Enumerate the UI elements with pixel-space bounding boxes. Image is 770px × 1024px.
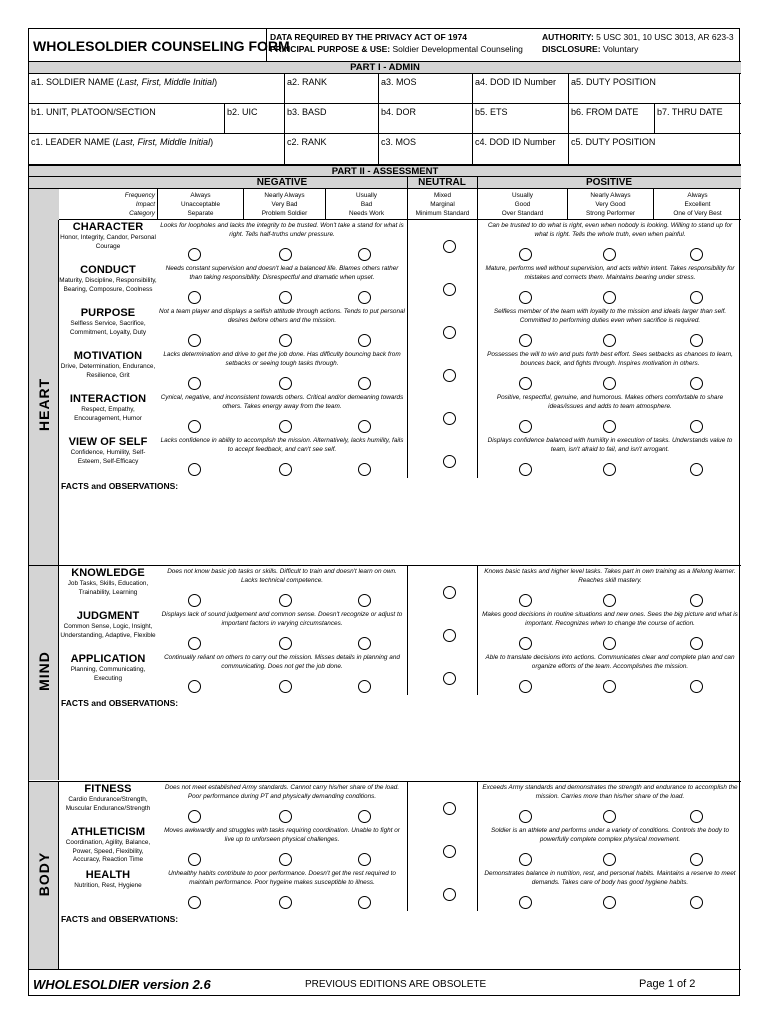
- rating-radio-7[interactable]: [690, 896, 703, 909]
- rating-radio-1[interactable]: [188, 334, 201, 347]
- category-title: FITNESS: [84, 783, 132, 795]
- scale-value: Bad: [360, 201, 373, 208]
- rating-radio-2[interactable]: [279, 810, 292, 823]
- neutral-divider: [407, 782, 408, 825]
- neutral-divider: [407, 349, 408, 392]
- positive-description: Demonstrates balance in nutrition, rest, and personal habits. Maintains a reserve to meet demands. Takes care of body has good hygiene habits.: [484, 870, 736, 886]
- rating-radio-7[interactable]: [690, 680, 703, 693]
- negative-description: Displays lack of sound judgement and common sense. Doesn't recognize or adjust to important factors in varying circumstances.: [161, 611, 403, 627]
- rating-radio-5[interactable]: [519, 594, 532, 607]
- neutral-divider: [477, 566, 478, 609]
- rating-radio-1[interactable]: [188, 896, 201, 909]
- category-row: [59, 609, 741, 652]
- rating-radio-5[interactable]: [519, 291, 532, 304]
- category-row: [59, 825, 741, 868]
- rating-radio-4[interactable]: [443, 240, 456, 253]
- negative-description: Does not meet established Army standards. Cannot carry his/her share of the load. Poor performance during PT and physically demanding conditions.: [164, 784, 400, 800]
- soldier-rank-field[interactable]: a2. RANK: [284, 74, 378, 104]
- obsolete-notice: PREVIOUS EDITIONS ARE OBSOLETE: [305, 979, 487, 990]
- dor-field[interactable]: b4. DOR: [378, 104, 472, 134]
- rating-radio-5[interactable]: [519, 637, 532, 650]
- scale-value: Problem Soldier: [261, 210, 308, 217]
- rating-radio-3[interactable]: [358, 248, 371, 261]
- positive-description: Positive, respectful, genuine, and humorous. Makes others comfortable to share ideas/issues and adds to team atmosphere.: [496, 394, 724, 410]
- positive-description: Knows basic tasks and higher level tasks. Takes part in own training as a lifelong learner. Reaches skill mastery.: [484, 568, 736, 584]
- rating-radio-2[interactable]: [279, 334, 292, 347]
- rating-radio-1[interactable]: [188, 853, 201, 866]
- category-title: HEALTH: [85, 869, 131, 881]
- neutral-divider: [477, 220, 478, 263]
- scale-value: Always: [190, 192, 211, 199]
- neutral-divider: [407, 652, 408, 695]
- rating-radio-7[interactable]: [690, 463, 703, 476]
- rating-radio-1[interactable]: [188, 420, 201, 433]
- scale-column-2: [243, 189, 325, 220]
- rating-radio-3[interactable]: [358, 637, 371, 650]
- neutral-divider: [407, 566, 408, 609]
- rating-radio-6[interactable]: [603, 853, 616, 866]
- rating-radio-1[interactable]: [188, 248, 201, 261]
- scale-column-5: [477, 189, 567, 220]
- rating-radio-3[interactable]: [358, 377, 371, 390]
- category-subtitle: Selfless Service, Sacrifice, Commitment, Loyalty, Duty: [69, 320, 147, 336]
- rating-radio-1[interactable]: [188, 291, 201, 304]
- rating-radio-1[interactable]: [188, 810, 201, 823]
- positive-label: POSITIVE: [585, 177, 633, 188]
- neutral-divider: [477, 609, 478, 652]
- scale-column-7: [653, 189, 741, 220]
- category-title: VIEW OF SELF: [68, 436, 148, 448]
- rating-radio-5[interactable]: [519, 463, 532, 476]
- neutral-divider: [477, 263, 478, 306]
- facts-label: FACTS and OBSERVATIONS:: [61, 914, 179, 924]
- scale-value: Usually: [356, 192, 377, 199]
- form-title: WHOLESOLDIER COUNSELING FORM: [33, 38, 290, 54]
- thru-date-field[interactable]: b7. THRU DATE: [654, 104, 741, 134]
- divider: [266, 29, 267, 62]
- scale-value: Very Good: [595, 201, 626, 208]
- privacy-act-line: DATA REQUIRED BY THE PRIVACY ACT OF 1974: [270, 32, 467, 42]
- rating-radio-4[interactable]: [443, 326, 456, 339]
- scale-row-labels: Frequency Impact Category: [124, 192, 155, 217]
- rating-radio-2[interactable]: [279, 291, 292, 304]
- neutral-divider: [477, 349, 478, 392]
- category-title: JUDGMENT: [76, 610, 140, 622]
- section-mind: [29, 565, 741, 779]
- scale-value: Needs Work: [348, 210, 385, 217]
- ets-field[interactable]: b5. ETS: [472, 104, 568, 134]
- negative-label: NEGATIVE: [256, 177, 308, 188]
- rating-radio-6[interactable]: [603, 896, 616, 909]
- rating-radio-4[interactable]: [443, 802, 456, 815]
- unit-field[interactable]: b1. UNIT, PLATOON/SECTION: [31, 107, 156, 117]
- rating-radio-5[interactable]: [519, 680, 532, 693]
- category-row: [59, 652, 741, 695]
- rating-radio-6[interactable]: [603, 637, 616, 650]
- neutral-divider: [407, 435, 408, 478]
- leader-mos-field[interactable]: c3. MOS: [378, 134, 472, 165]
- rating-radio-6[interactable]: [603, 334, 616, 347]
- category-subtitle: Maturity, Discipline, Responsibility, Bearing, Composure, Coolness: [59, 277, 157, 293]
- admin-row-c: [29, 134, 741, 165]
- rating-radio-5[interactable]: [519, 853, 532, 866]
- rating-radio-4[interactable]: [443, 888, 456, 901]
- soldier-name-field[interactable]: a1. SOLDIER NAME (Last, First, Middle Initial): [31, 77, 218, 87]
- scale-value: Unacceptable: [180, 201, 221, 208]
- soldier-mos-field[interactable]: a3. MOS: [378, 74, 472, 104]
- rating-radio-4[interactable]: [443, 629, 456, 642]
- rating-radio-7[interactable]: [690, 594, 703, 607]
- negative-description: Continually reliant on others to carry out the mission. Misses details in planning and communicating. Does not get the job done.: [164, 654, 400, 670]
- authority-value: 5 USC 301, 10 USC 3013, AR 623-3: [596, 32, 734, 42]
- body-label: BODY: [36, 851, 52, 897]
- scale-header: [29, 189, 741, 220]
- disclosure-label: DISCLOSURE:: [542, 44, 601, 54]
- category-subtitle: Confidence, Humility, Self-Esteem, Self-Efficacy: [70, 449, 146, 465]
- rating-radio-3[interactable]: [358, 896, 371, 909]
- category-subtitle: Coordination, Agility, Balance, Power, Speed, Flexibility, Accuracy, Reaction Time: [65, 839, 151, 864]
- neutral-divider: [407, 609, 408, 652]
- rating-radio-2[interactable]: [279, 594, 292, 607]
- facts-label: FACTS and OBSERVATIONS:: [61, 698, 179, 708]
- scale-value: Excellent: [684, 201, 711, 208]
- category-row: [59, 435, 741, 478]
- scale-value: Strong Performer: [585, 210, 635, 217]
- rating-radio-5[interactable]: [519, 420, 532, 433]
- uic-field[interactable]: b2. UIC: [224, 104, 284, 134]
- neutral-divider: [477, 435, 478, 478]
- category-row: [59, 392, 741, 435]
- heart-side-column: [29, 220, 59, 596]
- neutral-divider: [477, 652, 478, 695]
- rating-radio-5[interactable]: [519, 334, 532, 347]
- category-row: [59, 782, 741, 825]
- rating-radio-6[interactable]: [603, 594, 616, 607]
- scale-value: Marginal: [430, 201, 455, 208]
- positive-description: Mature, performs well without supervision, and acts within intent. Takes responsibility for mistakes and corrects them. Maintains bearing under stress.: [485, 265, 735, 281]
- category-subtitle: Cardio Endurance/Strength, Muscular Endurance/Strength: [65, 796, 151, 812]
- negative-description: Looks for loopholes and lacks the integrity to be trusted. Won't take a stand for what is right. Tells half-truths under pressure.: [160, 222, 404, 238]
- neutral-divider: [407, 868, 408, 911]
- scale-column-4: [407, 189, 477, 220]
- rating-radio-3[interactable]: [358, 420, 371, 433]
- rating-radio-2[interactable]: [279, 420, 292, 433]
- mind-label: MIND: [36, 651, 52, 691]
- category-subtitle: Planning, Communicating, Executing: [70, 666, 146, 682]
- neutral-divider: [477, 306, 478, 349]
- scale-value: Separate: [187, 210, 214, 217]
- rating-radio-4[interactable]: [443, 672, 456, 685]
- leader-rank-field[interactable]: c2. RANK: [284, 134, 378, 165]
- negative-description: Cynical, negative, and inconsistent towards others. Critical and/or demeaning towards others. Takes energy away from the team.: [160, 394, 404, 410]
- rating-radio-2[interactable]: [279, 637, 292, 650]
- category-title: MOTIVATION: [73, 350, 143, 362]
- negative-description: Not a team player and displays a selfish attitude through actions. Tends to put personal desires before others and the mission.: [159, 308, 405, 324]
- form-header: [29, 29, 741, 62]
- category-row: [59, 220, 741, 263]
- neutral-divider: [477, 782, 478, 825]
- rating-radio-2[interactable]: [279, 248, 292, 261]
- rating-radio-3[interactable]: [358, 810, 371, 823]
- scale-column-1: [157, 189, 243, 220]
- rating-radio-3[interactable]: [358, 680, 371, 693]
- neutral-label: NEUTRAL: [418, 177, 466, 188]
- counseling-form: [28, 28, 740, 996]
- rating-radio-3[interactable]: [358, 853, 371, 866]
- rating-radio-1[interactable]: [188, 594, 201, 607]
- scale-value: Usually: [512, 192, 533, 199]
- basd-field[interactable]: b3. BASD: [284, 104, 378, 134]
- rating-radio-4[interactable]: [443, 845, 456, 858]
- positive-description: Selfless member of the team with loyalty to the mission and ideals larger than self. Committed to performing duties even when sacrifice is required.: [493, 308, 727, 324]
- rating-radio-7[interactable]: [690, 334, 703, 347]
- category-row: [59, 263, 741, 306]
- rating-radio-7[interactable]: [690, 810, 703, 823]
- leader-duty-position-field[interactable]: c5. DUTY POSITION: [568, 134, 741, 165]
- positive-description: Makes good decisions in routine situations and new ones. Sees the big picture and what is important. Recognizes when to change the course of action.: [482, 611, 738, 627]
- body-facts-observations[interactable]: [59, 911, 741, 970]
- negative-description: Needs constant supervision and doesn't lead a balanced life. Blames others rather than taking responsibility. Disrespectful and dramatic when upset.: [165, 265, 399, 281]
- neutral-divider: [407, 825, 408, 868]
- rating-radio-3[interactable]: [358, 463, 371, 476]
- facts-label: FACTS and OBSERVATIONS:: [61, 481, 179, 491]
- category-row: [59, 349, 741, 392]
- neutral-divider: [407, 220, 408, 263]
- category-subtitle: Drive, Determination, Endurance, Resilience, Grit: [60, 363, 156, 379]
- rating-radio-6[interactable]: [603, 248, 616, 261]
- part1-title: PART I - ADMIN: [29, 62, 741, 74]
- rating-radio-4[interactable]: [443, 586, 456, 599]
- scale-value: One of Very Best: [673, 210, 722, 217]
- mind-side-column: [29, 566, 59, 780]
- leader-name-field[interactable]: c1. LEADER NAME (Last, First, Middle Initial): [31, 137, 214, 147]
- category-row: [59, 306, 741, 349]
- negative-description: Lacks confidence in ability to accomplish the mission. Alternatively, lacks humility, fails to accept feedback, and can't see self.: [160, 437, 404, 453]
- category-title: PURPOSE: [80, 307, 136, 319]
- positive-description: Soldier is an athlete and performs under a variety of conditions. Controls the body to powerfully complete complex physical movement.: [490, 827, 729, 843]
- scale-column-6: [567, 189, 653, 220]
- rating-radio-2[interactable]: [279, 463, 292, 476]
- scale-value: Very Bad: [271, 201, 298, 208]
- rating-radio-7[interactable]: [690, 853, 703, 866]
- rating-radio-6[interactable]: [603, 377, 616, 390]
- rating-radio-1[interactable]: [188, 637, 201, 650]
- rating-radio-5[interactable]: [519, 248, 532, 261]
- negative-description: Lacks determination and drive to get the job done. Has difficulty bouncing back from setbacks or seeing tough tasks through.: [163, 351, 401, 367]
- mind-facts-observations[interactable]: [59, 695, 741, 780]
- disclosure: [542, 44, 638, 55]
- rating-radio-7[interactable]: [690, 377, 703, 390]
- heart-label: HEART: [36, 377, 52, 431]
- rating-radio-7[interactable]: [690, 291, 703, 304]
- purpose-label: PRINCIPAL PURPOSE & USE:: [270, 44, 391, 54]
- rating-radio-1[interactable]: [188, 680, 201, 693]
- leader-dod-id-field[interactable]: c4. DOD ID Number: [472, 134, 568, 165]
- rating-radio-6[interactable]: [603, 291, 616, 304]
- category-title: KNOWLEDGE: [71, 567, 145, 579]
- section-body: [29, 781, 741, 969]
- category-title: CHARACTER: [72, 221, 144, 233]
- scale-value: Mixed: [433, 192, 452, 199]
- purpose-value: Soldier Developmental Counseling: [392, 44, 523, 54]
- positive-description: Exceeds Army standards and demonstrates the strength and endurance to accomplish the mission. Carries more than his/her share of the load.: [482, 784, 738, 800]
- section-heart: [29, 220, 741, 596]
- rating-radio-6[interactable]: [603, 420, 616, 433]
- scale-value: Always: [687, 192, 708, 199]
- scale-value: Nearly Always: [264, 192, 305, 199]
- neutral-divider: [477, 825, 478, 868]
- rating-radio-3[interactable]: [358, 334, 371, 347]
- scale-value: Minimum Standard: [415, 210, 470, 217]
- part2-title: PART II - ASSESSMENT: [29, 165, 741, 177]
- neutral-divider: [407, 263, 408, 306]
- category-row: [59, 566, 741, 609]
- category-subtitle: Honor, Integrity, Candor, Personal Courage: [60, 234, 156, 250]
- positive-description: Possesses the will to win and puts forth best effort. Sees setbacks as chances to learn, bounces back, and fights through. Inspires motivation in others.: [487, 351, 733, 367]
- rating-radio-2[interactable]: [279, 853, 292, 866]
- rating-radio-6[interactable]: [603, 463, 616, 476]
- rating-radio-1[interactable]: [188, 463, 201, 476]
- category-subtitle: Respect, Empathy, Encouragement, Humor: [74, 406, 142, 422]
- positive-description: Can be trusted to do what is right, even when nobody is looking. Willing to stand up for what is right. Tells the whole truth, even when painful.: [487, 222, 733, 238]
- rating-radio-6[interactable]: [603, 810, 616, 823]
- negative-description: Moves awkwardly and struggles with tasks requiring coordination. Unable to fight or live up to unforseen physical challenges.: [164, 827, 400, 843]
- positive-description: Displays confidence balanced with humility in execution of tasks. Understands value to team, isn't afraid to fail, and isn't arrogant.: [487, 437, 733, 453]
- neutral-divider: [477, 392, 478, 435]
- rating-radio-2[interactable]: [279, 377, 292, 390]
- authority: [542, 32, 734, 43]
- rating-radio-1[interactable]: [188, 377, 201, 390]
- admin-row-b: [29, 104, 741, 134]
- version-label: WHOLESOLDIER version 2.6: [33, 977, 211, 992]
- form-footer: [29, 969, 741, 997]
- neutral-divider: [407, 392, 408, 435]
- rating-radio-6[interactable]: [603, 680, 616, 693]
- scale-value: Over Standard: [501, 210, 544, 217]
- rating-radio-3[interactable]: [358, 291, 371, 304]
- rating-radio-5[interactable]: [519, 377, 532, 390]
- disclosure-value: Voluntary: [602, 44, 639, 54]
- rating-radio-4[interactable]: [443, 283, 456, 296]
- category-row: [59, 868, 741, 911]
- rating-radio-5[interactable]: [519, 896, 532, 909]
- category-subtitle: Common Sense, Logic, Insight, Understanding, Adaptive, Flexible: [60, 623, 156, 639]
- authority-label: AUTHORITY:: [542, 32, 594, 42]
- category-subtitle: Job Tasks, Skills, Education, Trainability, Learning: [67, 580, 149, 596]
- soldier-duty-position-field[interactable]: a5. DUTY POSITION: [568, 74, 741, 104]
- scale-column-3: [325, 189, 407, 220]
- scale-value: Good: [514, 201, 531, 208]
- admin-row-a: [29, 74, 741, 104]
- category-title: CONDUCT: [80, 264, 136, 276]
- category-title: APPLICATION: [70, 653, 146, 665]
- neutral-divider: [407, 306, 408, 349]
- negative-description: Does not know basic job tasks or skills. Difficult to train and doesn't learn on own. Lacks technical competence.: [167, 568, 397, 584]
- body-side-column: [29, 782, 59, 970]
- rating-radio-4[interactable]: [443, 369, 456, 382]
- negative-description: Unhealthy habits contribute to poor performance. Doesn't get the rest required to maintain performance. Poor hygeine makes susceptible to illness.: [168, 870, 396, 886]
- rating-radio-5[interactable]: [519, 810, 532, 823]
- rating-radio-7[interactable]: [690, 637, 703, 650]
- category-title: INTERACTION: [69, 393, 147, 405]
- rating-radio-2[interactable]: [279, 680, 292, 693]
- rating-radio-2[interactable]: [279, 896, 292, 909]
- rating-radio-7[interactable]: [690, 420, 703, 433]
- principal-purpose: [270, 44, 523, 55]
- scale-group-header: [29, 177, 741, 189]
- from-date-field[interactable]: b6. FROM DATE: [568, 104, 654, 134]
- rating-radio-7[interactable]: [690, 248, 703, 261]
- neutral-divider: [477, 868, 478, 911]
- category-title: ATHLETICISM: [70, 826, 146, 838]
- category-subtitle: Nutrition, Rest, Hygiene: [74, 882, 142, 889]
- page-number: Page 1 of 2: [639, 978, 696, 990]
- scale-value: Nearly Always: [590, 192, 631, 199]
- rating-radio-4[interactable]: [443, 455, 456, 468]
- soldier-dod-id-field[interactable]: a4. DOD ID Number: [472, 74, 568, 104]
- shade-block: [29, 189, 59, 220]
- rating-radio-3[interactable]: [358, 594, 371, 607]
- positive-description: Able to translate decisions into actions. Communicates clear and complete plan and can organize efforts of the team. Accomplishes the mission.: [485, 654, 735, 670]
- rating-radio-4[interactable]: [443, 412, 456, 425]
